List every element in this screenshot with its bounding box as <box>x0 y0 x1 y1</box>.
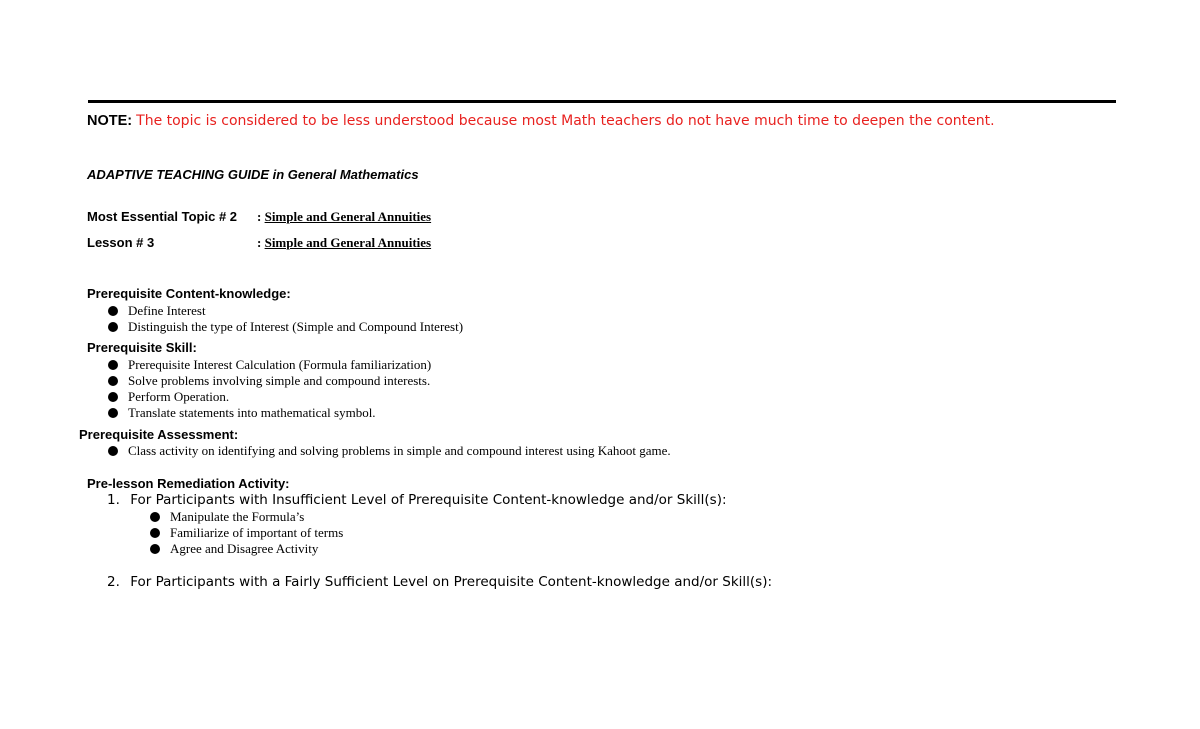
remediation-group-1 <box>107 492 727 508</box>
bullet-icon <box>150 528 160 538</box>
bullet-icon <box>108 376 118 386</box>
list-item: Distinguish the type of Interest (Simple and Compound Interest) <box>108 319 463 335</box>
list-item: Agree and Disagree Activity <box>150 541 318 557</box>
list-item: Class activity on identifying and solving problems in simple and compound interest using Kahoot game. <box>108 443 671 459</box>
lesson-separator: : <box>257 235 262 250</box>
list-item: Manipulate the Formula’s <box>150 509 304 525</box>
note-text: The topic is considered to be less understood because most Math teachers do not have much time to deepen the content. <box>136 113 995 129</box>
bullet-icon <box>150 512 160 522</box>
prereq-skill-heading: Prerequisite Skill: <box>87 340 197 355</box>
horizontal-rule <box>88 100 1116 103</box>
group-number: 1. <box>107 492 120 508</box>
list-item: Solve problems involving simple and compound interests. <box>108 373 430 389</box>
prereq-assessment-heading: Prerequisite Assessment: <box>79 427 239 442</box>
group-text: For Participants with Insufficient Level of Prerequisite Content-knowledge and/or Skill(s): <box>130 492 727 508</box>
list-item: Perform Operation. <box>108 389 229 405</box>
topic-value-line <box>257 209 431 225</box>
list-item: Familiarize of important of terms <box>150 525 343 541</box>
list-item: Translate statements into mathematical symbol. <box>108 405 376 421</box>
prereq-content-heading: Prerequisite Content-knowledge: <box>87 286 291 301</box>
bullet-icon <box>108 408 118 418</box>
bullet-icon <box>108 392 118 402</box>
document-title: ADAPTIVE TEACHING GUIDE in General Mathematics <box>87 167 419 182</box>
lesson-value-line <box>257 235 431 251</box>
remediation-heading: Pre-lesson Remediation Activity: <box>87 476 290 491</box>
note-line <box>87 113 995 129</box>
lesson-value: Simple and General Annuities <box>264 235 432 250</box>
note-label: NOTE: <box>87 113 133 129</box>
list-item: Define Interest <box>108 303 206 319</box>
topic-label: Most Essential Topic # 2 <box>87 209 238 224</box>
list-item: Prerequisite Interest Calculation (Formula familiarization) <box>108 357 431 373</box>
topic-separator: : <box>257 209 262 224</box>
bullet-icon <box>108 306 118 316</box>
remediation-group-2 <box>107 574 772 590</box>
bullet-icon <box>108 360 118 370</box>
group-text: For Participants with a Fairly Sufficient Level on Prerequisite Content-knowledge and/or Skill(s): <box>130 574 773 590</box>
topic-value: Simple and General Annuities <box>264 209 432 224</box>
lesson-label: Lesson # 3 <box>87 235 155 250</box>
bullet-icon <box>108 322 118 332</box>
bullet-icon <box>108 446 118 456</box>
group-number: 2. <box>107 574 120 590</box>
bullet-icon <box>150 544 160 554</box>
